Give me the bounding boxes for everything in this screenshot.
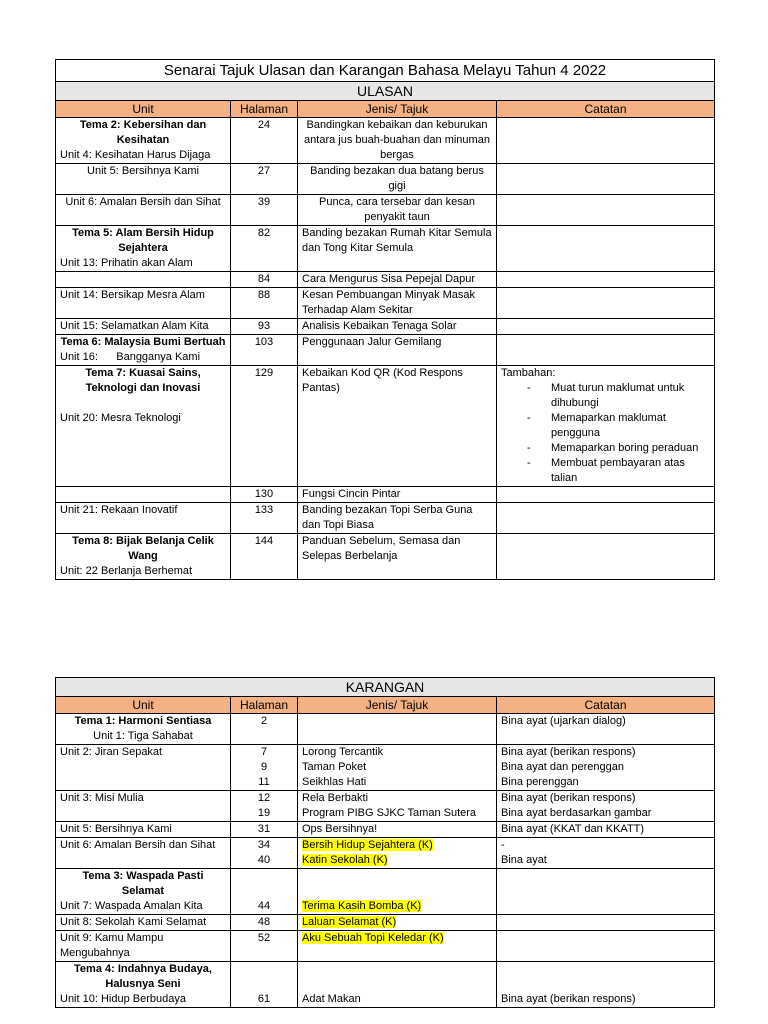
table-row (56, 366, 715, 487)
catatan-column-header: Catatan (497, 697, 715, 714)
table-row (56, 534, 715, 580)
page-number: 44 (257, 900, 271, 912)
review-title: Kesan Pembuangan Minyak Masak Terhadap Alam Sekitar (298, 288, 497, 319)
note-list (501, 381, 710, 486)
page-number: 144 (231, 534, 298, 580)
note-cell: Bina ayat dan perenggan (501, 761, 624, 773)
note-cell: Bina ayat berdasarkan gambar (501, 807, 652, 819)
page-number: 2 (260, 715, 268, 727)
unit-label: Unit 6: Amalan Bersih dan Sihat (56, 838, 231, 869)
page-number: 19 (257, 807, 271, 819)
review-title: Fungsi Cincin Pintar (298, 487, 497, 503)
review-title: Panduan Sebelum, Semasa dan Selepas Berbelanja (298, 534, 497, 580)
page-number: 48 (257, 916, 271, 928)
list-item: - Membuat pembayaran atas talian (501, 456, 710, 486)
unit-label: Unit 8: Sekolah Kami Selamat (56, 915, 231, 931)
note-cell: - (501, 839, 505, 851)
table-row (56, 195, 715, 226)
theme-label: Tema 1: Harmoni Sentiasa (74, 715, 212, 727)
review-title: Banding bezakan Rumah Kitar Semula dan Tong Kitar Semula (298, 226, 497, 272)
karangan-table (55, 677, 715, 1008)
note-cell: Bina ayat (KKAT dan KKATT) (501, 823, 645, 835)
unit-label: Unit 6: Amalan Bersih dan Sihat (56, 195, 231, 226)
note-cell (497, 534, 715, 580)
essay-title: Program PIBG SJKC Taman Sutera (302, 807, 477, 819)
review-title: Banding bezakan Topi Serba Guna dan Topi Biasa (298, 503, 497, 534)
table-row (56, 745, 715, 791)
note-cell: Bina perenggan (501, 776, 579, 788)
unit-label: Unit 2: Jiran Sepakat (56, 745, 231, 791)
unit-column-header: Unit (56, 697, 231, 714)
page-number: 34 (257, 839, 271, 851)
review-title: Bandingkan kebaikan dan keburukan antara jus buah-buahan dan minuman bergas (298, 118, 497, 164)
page-number: 31 (257, 823, 271, 835)
table-row (56, 288, 715, 319)
table-row (56, 869, 715, 915)
table-row (56, 272, 715, 288)
essay-title: Taman Poket (302, 761, 367, 773)
essay-title: Ops Bersihnya! (302, 823, 378, 835)
page-number: 7 (260, 746, 268, 758)
essay-title: Katin Sekolah (K) (302, 854, 388, 866)
essay-title: Adat Makan (302, 993, 361, 1005)
note-cell: Bina ayat (berikan respons) (501, 993, 636, 1005)
note-cell: Bina ayat (ujarkan dialog) (501, 715, 626, 727)
note-heading: Tambahan: (501, 367, 556, 379)
essay-title: Aku Sebuah Topi Keledar (K) (302, 932, 444, 944)
table-row (56, 822, 715, 838)
review-title: Kebaikan Kod QR (Kod Respons Pantas) (298, 366, 497, 487)
ulasan-section-title: ULASAN (56, 82, 715, 101)
note-cell (497, 226, 715, 272)
page-number: 130 (231, 487, 298, 503)
page-number: 103 (231, 335, 298, 366)
essay-title: Rela Berbakti (302, 792, 369, 804)
page-number: 12 (257, 792, 271, 804)
page-number: 133 (231, 503, 298, 534)
unit-label: Unit 13: Prihatin akan Alam (60, 257, 193, 269)
table-row (56, 487, 715, 503)
theme-label: Tema 8: Bijak Belanja Celik Wang (72, 535, 214, 562)
page-number: 88 (231, 288, 298, 319)
table-row (56, 838, 715, 869)
table-row (56, 931, 715, 962)
theme-label: Tema 5: Alam Bersih Hidup Sejahtera (72, 227, 214, 254)
review-title: Analisis Kebaikan Tenaga Solar (298, 319, 497, 335)
page-number: 39 (231, 195, 298, 226)
table-row (56, 962, 715, 1008)
table-row (56, 319, 715, 335)
unit-label: Unit 7: Waspada Amalan Kita (60, 900, 203, 912)
page-number: 11 (258, 776, 270, 788)
theme-label: Tema 4: Indahnya Budaya, Halusnya Seni (74, 963, 212, 990)
note-cell (497, 195, 715, 226)
catatan-column-header: Catatan (497, 101, 715, 118)
unit-label: Unit 16: Bangganya Kami (60, 351, 201, 363)
jenis-column-header: Jenis/ Tajuk (298, 697, 497, 714)
unit-label: Unit 9: Kamu Mampu Mengubahnya (56, 931, 231, 962)
halaman-column-header: Halaman (231, 697, 298, 714)
note-cell (497, 335, 715, 366)
page-number: 82 (231, 226, 298, 272)
table-row (56, 915, 715, 931)
list-item: - Memaparkan boring peraduan (501, 441, 710, 456)
page-number: 129 (231, 366, 298, 487)
karangan-section-title: KARANGAN (56, 678, 715, 697)
list-item: - Muat turun maklumat untuk dihubungi (501, 381, 710, 411)
review-title: Punca, cara tersebar dan kesan penyakit taun (298, 195, 497, 226)
page-number: 9 (260, 761, 268, 773)
unit-label (56, 487, 231, 503)
essay-title: Terima Kasih Bomba (K) (302, 900, 422, 912)
table-row (56, 791, 715, 822)
ulasan-table (55, 59, 715, 580)
note-cell (497, 118, 715, 164)
unit-label: Unit 5: Bersihnya Kami (56, 164, 231, 195)
note-cell: Bina ayat (501, 854, 547, 866)
table-row (56, 503, 715, 534)
unit-column-header: Unit (56, 101, 231, 118)
table-row (56, 164, 715, 195)
review-title: Cara Mengurus Sisa Pepejal Dapur (298, 272, 497, 288)
table-row (56, 118, 715, 164)
essay-title: Lorong Tercantik (302, 746, 384, 758)
unit-label: Unit 14: Bersikap Mesra Alam (56, 288, 231, 319)
note-cell (497, 319, 715, 335)
unit-label: Unit: 22 Berlanja Berhemat (60, 565, 193, 577)
note-cell: Bina ayat (berikan respons) (501, 792, 636, 804)
review-title: Penggunaan Jalur Gemilang (298, 335, 497, 366)
unit-label: Unit 21: Rekaan Inovatif (56, 503, 231, 534)
page-number: 93 (231, 319, 298, 335)
note-cell (497, 272, 715, 288)
essay-title: Laluan Selamat (K) (302, 916, 397, 928)
table-row (56, 335, 715, 366)
unit-label: Unit 5: Bersihnya Kami (56, 822, 231, 838)
table-row (56, 714, 715, 745)
theme-label: Tema 6: Malaysia Bumi Bertuah (60, 336, 226, 348)
page-number: 52 (257, 932, 271, 944)
unit-label: Unit 4: Kesihatan Harus Dijaga (60, 149, 211, 161)
note-cell (497, 503, 715, 534)
unit-label: Unit 1: Tiga Sahabat (93, 730, 193, 742)
document-title: Senarai Tajuk Ulasan dan Karangan Bahasa Melayu Tahun 4 2022 (56, 60, 715, 82)
list-item: - Memaparkan maklumat pengguna (501, 411, 710, 441)
jenis-column-header: Jenis/ Tajuk (298, 101, 497, 118)
note-cell (497, 164, 715, 195)
essay-title: Bersih Hidup Sejahtera (K) (302, 839, 433, 851)
note-cell (497, 288, 715, 319)
review-title: Banding bezakan dua batang berus gigi (298, 164, 497, 195)
unit-label: Unit 3: Misi Mulia (56, 791, 231, 822)
page-number: 61 (257, 993, 271, 1005)
theme-label: Tema 7: Kuasai Sains, Teknologi dan Inovasi (85, 367, 201, 394)
unit-label: Unit 15: Selamatkan Alam Kita (56, 319, 231, 335)
essay-title: Seikhlas Hati (302, 776, 367, 788)
page-number: 40 (257, 854, 271, 866)
table-row (56, 226, 715, 272)
page-number: 24 (231, 118, 298, 164)
note-cell (497, 366, 715, 487)
halaman-column-header: Halaman (231, 101, 298, 118)
theme-label: Tema 2: Kebersihan dan Kesihatan (79, 119, 207, 146)
page-number: 84 (231, 272, 298, 288)
note-cell (497, 487, 715, 503)
unit-label (56, 272, 231, 288)
unit-label: Unit 10: Hidup Berbudaya (60, 993, 186, 1005)
page-number: 27 (231, 164, 298, 195)
theme-label: Tema 3: Waspada Pasti Selamat (82, 870, 204, 897)
unit-label: Unit 20: Mesra Teknologi (60, 412, 181, 424)
note-cell: Bina ayat (berikan respons) (501, 746, 636, 758)
